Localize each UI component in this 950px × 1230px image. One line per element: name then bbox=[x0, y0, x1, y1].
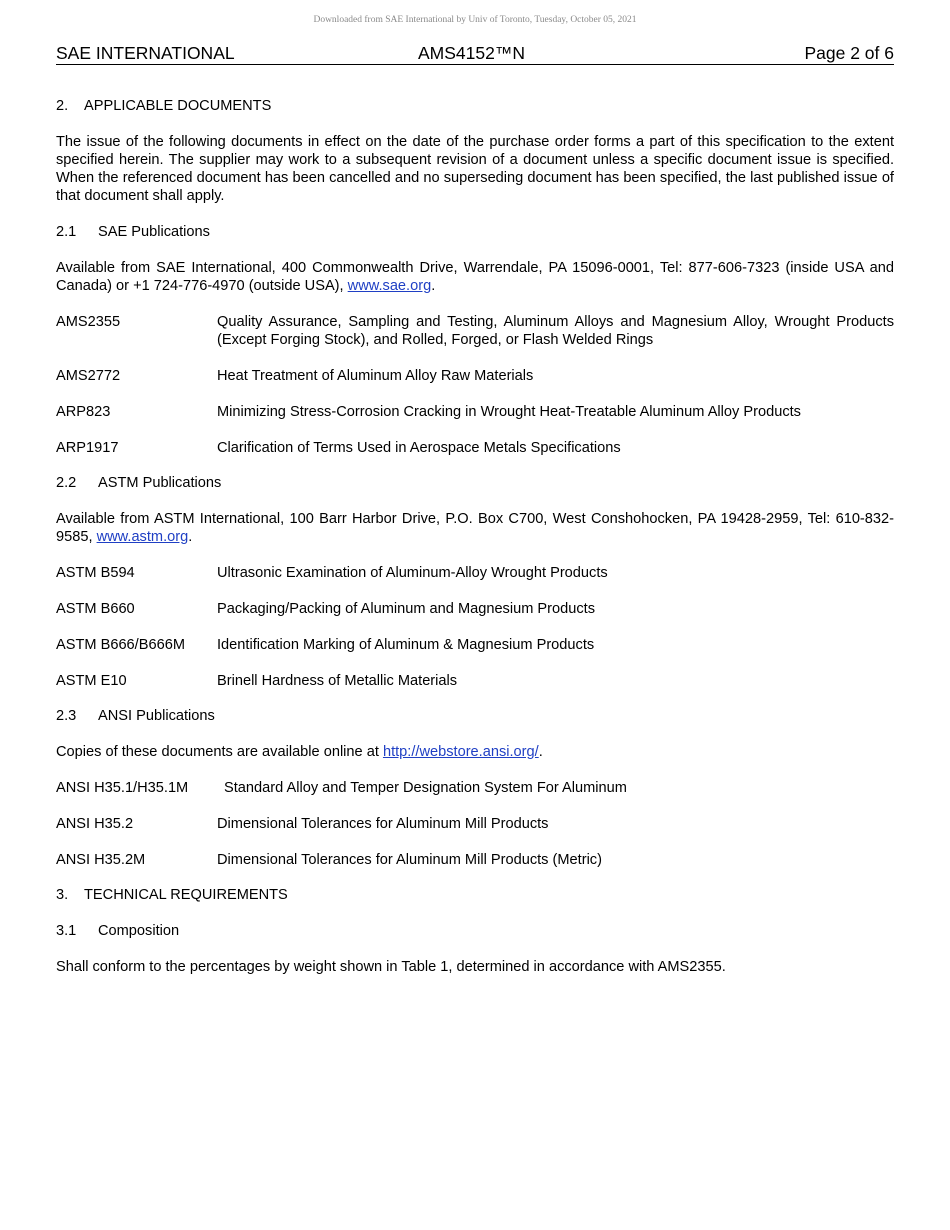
subsection-number: 2.1 bbox=[56, 224, 77, 240]
section-number: 2. bbox=[56, 98, 69, 114]
subsection-title: SAE Publications bbox=[98, 224, 210, 240]
reference-row-ansi-h35-2m bbox=[56, 851, 894, 869]
section-title: TECHNICAL REQUIREMENTS bbox=[84, 887, 288, 903]
download-watermark: Downloaded from SAE International by Univ of Toronto, Tuesday, October 05, 2021 bbox=[313, 15, 637, 25]
sae-availability bbox=[56, 259, 894, 295]
reference-title: Ultrasonic Examination of Aluminum-Alloy Wrought Products bbox=[217, 565, 608, 581]
reference-row-arp823 bbox=[56, 403, 894, 421]
subsection-number: 3.1 bbox=[56, 923, 77, 939]
reference-row-astm-e10 bbox=[56, 672, 894, 690]
subsection-title: ASTM Publications bbox=[98, 475, 222, 491]
astm-availability bbox=[56, 510, 894, 546]
subsection-heading-sae bbox=[56, 223, 894, 241]
reference-title: Dimensional Tolerances for Aluminum Mill Products bbox=[217, 816, 549, 832]
section-heading-technical-requirements bbox=[56, 886, 894, 904]
reference-row-ansi-h35-1 bbox=[56, 779, 894, 797]
sae-website-link[interactable]: www.sae.org bbox=[347, 278, 432, 294]
availability-end: . bbox=[538, 744, 543, 760]
reference-code: ARP823 bbox=[56, 404, 111, 420]
reference-title: Packaging/Packing of Aluminum and Magnesium Products bbox=[217, 601, 596, 617]
reference-title: Heat Treatment of Aluminum Alloy Raw Materials bbox=[217, 368, 534, 384]
astm-website-link[interactable]: www.astm.org bbox=[96, 529, 189, 545]
reference-row-ams2772 bbox=[56, 367, 894, 385]
subsection-heading-ansi bbox=[56, 707, 894, 725]
reference-code: AMS2355 bbox=[56, 314, 121, 330]
subsection-number: 2.3 bbox=[56, 708, 77, 724]
reference-title: Standard Alloy and Temper Designation System For Aluminum bbox=[224, 780, 627, 796]
section-heading-applicable-documents bbox=[56, 97, 894, 115]
reference-title: Dimensional Tolerances for Aluminum Mill Products (Metric) bbox=[217, 852, 602, 868]
availability-text: Available from SAE International, 400 Commonwealth Drive, Warrendale, PA 15096-0001, Tel: 877-606-7323 (inside USA and Canada) or +1 724-776-4970 (outside USA), bbox=[56, 260, 894, 294]
reference-title: Clarification of Terms Used in Aerospace Metals Specifications bbox=[217, 440, 621, 456]
document-body bbox=[56, 97, 894, 976]
reference-title: Identification Marking of Aluminum & Magnesium Products bbox=[217, 637, 595, 653]
reference-row-astm-b666 bbox=[56, 636, 894, 654]
reference-code: ANSI H35.2 bbox=[56, 816, 134, 832]
reference-title: Brinell Hardness of Metallic Materials bbox=[217, 673, 458, 689]
reference-code: ASTM B594 bbox=[56, 565, 135, 581]
header-page-number: Page 2 of 6 bbox=[804, 43, 894, 63]
availability-end: . bbox=[431, 278, 436, 294]
ansi-webstore-link[interactable]: http://webstore.ansi.org/ bbox=[382, 744, 539, 760]
reference-code: ARP1917 bbox=[56, 440, 119, 456]
header-doc-number: AMS4152™N bbox=[418, 43, 525, 63]
reference-code: ANSI H35.2M bbox=[56, 852, 146, 868]
composition-text: Shall conform to the percentages by weight shown in Table 1, determined in accordance with AMS2355. bbox=[56, 959, 726, 975]
reference-code: ASTM B666/B666M bbox=[56, 637, 185, 653]
reference-title: Quality Assurance, Sampling and Testing, Aluminum Alloys and Magnesium Alloy, Wrought Products (Except Forging Stock), and Rolled, Forged, or Flash Welded Rings bbox=[217, 314, 894, 348]
reference-code: ANSI H35.1/H35.1M bbox=[56, 780, 189, 796]
subsection-heading-composition bbox=[56, 922, 894, 940]
reference-row-ams2355 bbox=[56, 313, 894, 349]
availability-text: Available from ASTM International, 100 Barr Harbor Drive, P.O. Box C700, West Conshohocken, PA 19428-2959, Tel: 610-832-9585, bbox=[56, 511, 894, 545]
availability-text: Copies of these documents are available online at bbox=[56, 744, 383, 760]
subsection-number: 2.2 bbox=[56, 475, 77, 491]
reference-code: ASTM E10 bbox=[56, 673, 127, 689]
reference-row-arp1917 bbox=[56, 439, 894, 457]
applicable-documents-intro: The issue of the following documents in effect on the date of the purchase order forms a part of this specification to the extent specified herein. The supplier may work to a subsequent revision of a document unless a specific document issue is specified. When the referenced document has been cancelled and no superseding document has been specified, the last published issue of that document shall apply. bbox=[56, 134, 894, 204]
subsection-title: Composition bbox=[98, 923, 180, 939]
subsection-title: ANSI Publications bbox=[98, 708, 215, 724]
reference-code: ASTM B660 bbox=[56, 601, 135, 617]
reference-title: Minimizing Stress-Corrosion Cracking in Wrought Heat-Treatable Aluminum Alloy Products bbox=[217, 404, 801, 420]
section-title: APPLICABLE DOCUMENTS bbox=[84, 98, 272, 114]
section-number: 3. bbox=[56, 887, 69, 903]
reference-code: AMS2772 bbox=[56, 368, 121, 384]
reference-row-astm-b594 bbox=[56, 564, 894, 582]
page-header bbox=[56, 43, 894, 65]
reference-row-ansi-h35-2 bbox=[56, 815, 894, 833]
subsection-heading-astm bbox=[56, 474, 894, 492]
header-publisher: SAE INTERNATIONAL bbox=[56, 43, 235, 63]
availability-end: . bbox=[188, 529, 193, 545]
reference-row-astm-b660 bbox=[56, 600, 894, 618]
ansi-availability bbox=[56, 743, 894, 761]
